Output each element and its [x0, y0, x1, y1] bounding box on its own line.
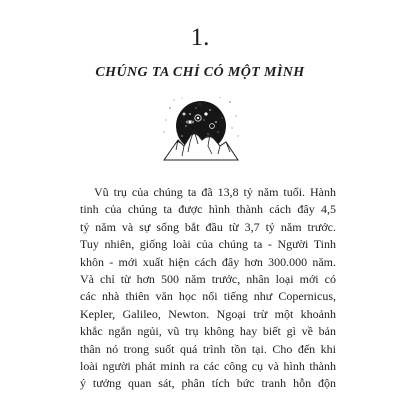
body-line: Vũ trụ của chúng ta đã 13,8 tỷ năm tuổi. Hành — [94, 185, 336, 199]
body-line: khắc ngắn ngủi, vũ trụ không hay biết gì về bản — [80, 324, 336, 339]
body-line: loài người phát minh ra các công cụ và hình thành — [80, 358, 336, 373]
body-line: Tuy nhiên, giống loài của chúng ta - Người Tinh — [80, 237, 336, 252]
body-line: tinh của chúng ta được hình thành cách đây 4,5 — [80, 202, 336, 217]
body-line: ý tưởng quan sát, phân tích bức tranh hỗn độn — [80, 376, 336, 391]
chapter-number: 1. — [190, 24, 210, 51]
body-paragraph — [80, 184, 336, 393]
body-line: tỷ năm và sự sống bắt đầu từ 3,7 tỷ năm trước. — [80, 219, 336, 234]
body-line: các nhà thiên văn học nổi tiếng như Copernicus, — [80, 289, 336, 304]
body-line: Và chỉ từ hơn 500 năm trước, nhân loại mới có — [80, 271, 336, 286]
body-line: khôn - mới xuất hiện cách đây hơn 300.000 năm. — [80, 254, 336, 269]
chapter-title: CHÚNG TA CHỈ CÓ MỘT MÌNH — [95, 65, 305, 80]
body-line: Kepler, Galileo, Newton. Ngoại trừ một khoảnh — [80, 306, 336, 321]
starry-sky-over-mountains-icon — [160, 96, 242, 164]
body-line: thân nó trong suốt quá trình tồn tại. Cho đến khi — [80, 341, 336, 356]
